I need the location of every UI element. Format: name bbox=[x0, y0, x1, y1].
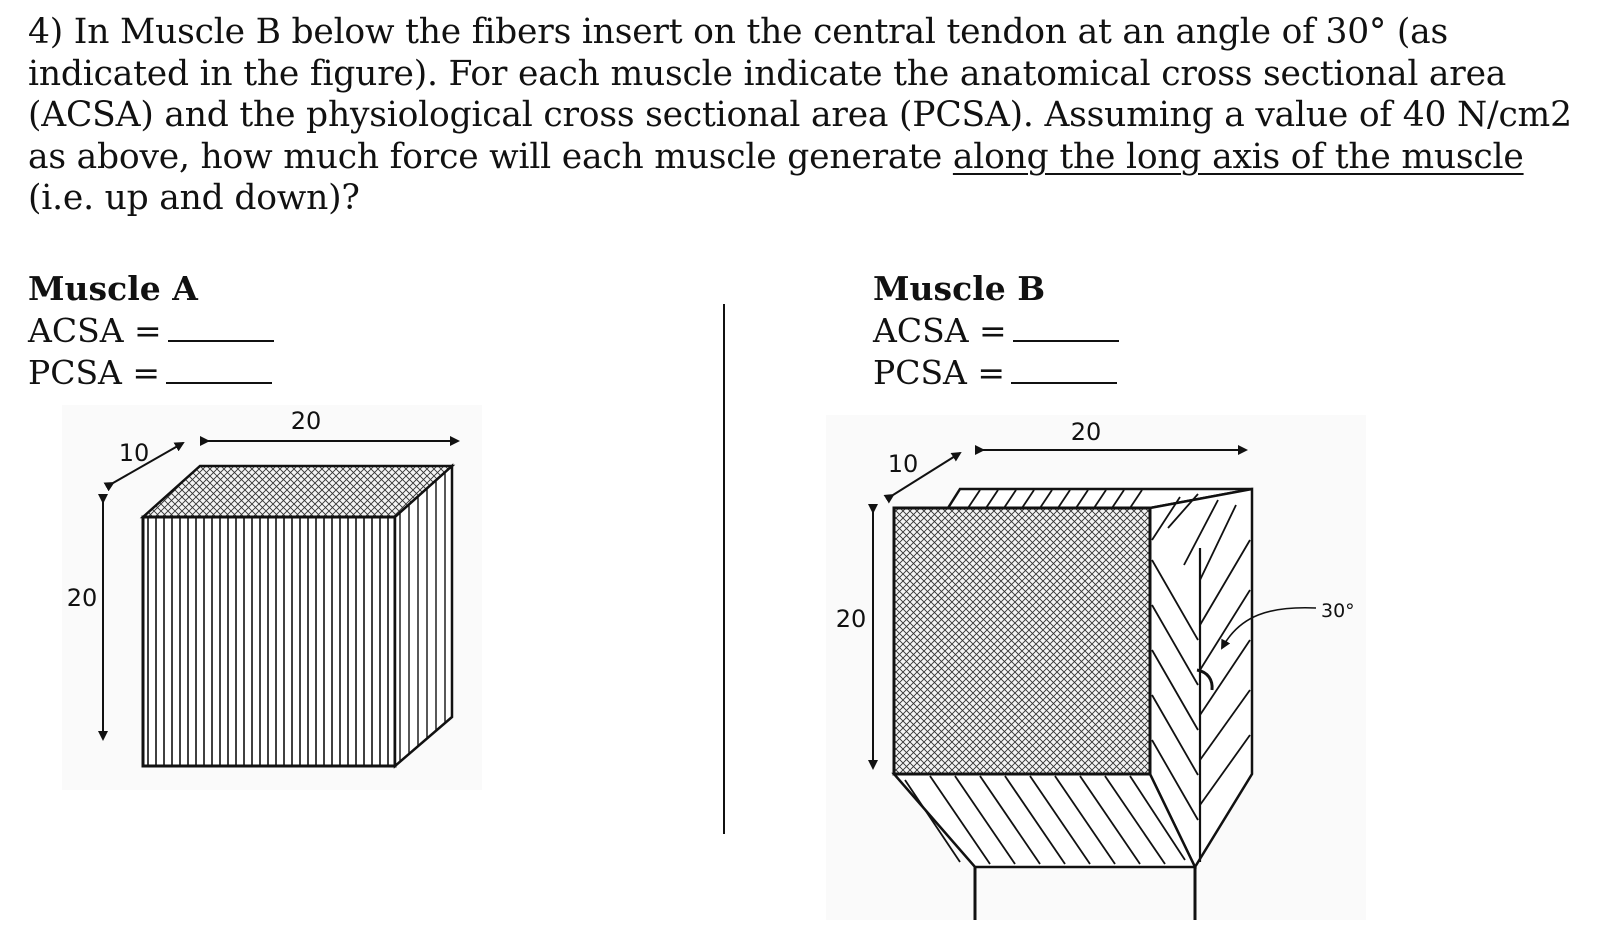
muscle-a-pcsa-label: PCSA = bbox=[28, 353, 161, 392]
muscle-a-height-label: 20 bbox=[66, 584, 98, 612]
muscle-b-pcsa-label: PCSA = bbox=[873, 353, 1006, 392]
muscle-b-height-label: 20 bbox=[835, 605, 867, 633]
muscle-a-acsa-label: ACSA = bbox=[28, 311, 162, 350]
muscle-b-width-label: 20 bbox=[1070, 418, 1102, 446]
muscle-b-angle-label: 30° bbox=[1321, 600, 1355, 622]
muscle-a-width-label: 20 bbox=[290, 407, 322, 435]
muscle-b-acsa-label: ACSA = bbox=[873, 311, 1007, 350]
muscle-a-title: Muscle A bbox=[28, 269, 198, 308]
question-text-part1: 4) In Muscle B below the fibers insert on the central tendon at an angle of 30° (as indicated in the figure). For each muscle indicate the anatomical cross sectional area (ACSA) and the physiological cross sectional area (PCSA). Assuming a value of 40 N/cm2 as above, how much force will each muscle generate bbox=[28, 12, 1572, 177]
muscle-a-diagram bbox=[62, 405, 482, 790]
question-underlined-phrase: along the long axis of the muscle bbox=[952, 136, 1524, 177]
muscle-a-side-face bbox=[395, 466, 452, 766]
muscle-b-title: Muscle B bbox=[873, 269, 1046, 308]
muscle-b-depth-label: 10 bbox=[887, 450, 919, 478]
muscle-b-front-face bbox=[894, 508, 1150, 774]
muscle-a-front-face bbox=[143, 517, 395, 766]
question-text-part2: (i.e. up and down)? bbox=[28, 178, 360, 218]
muscle-a-depth-label: 10 bbox=[118, 439, 150, 467]
muscle-b-diagram bbox=[826, 415, 1366, 920]
